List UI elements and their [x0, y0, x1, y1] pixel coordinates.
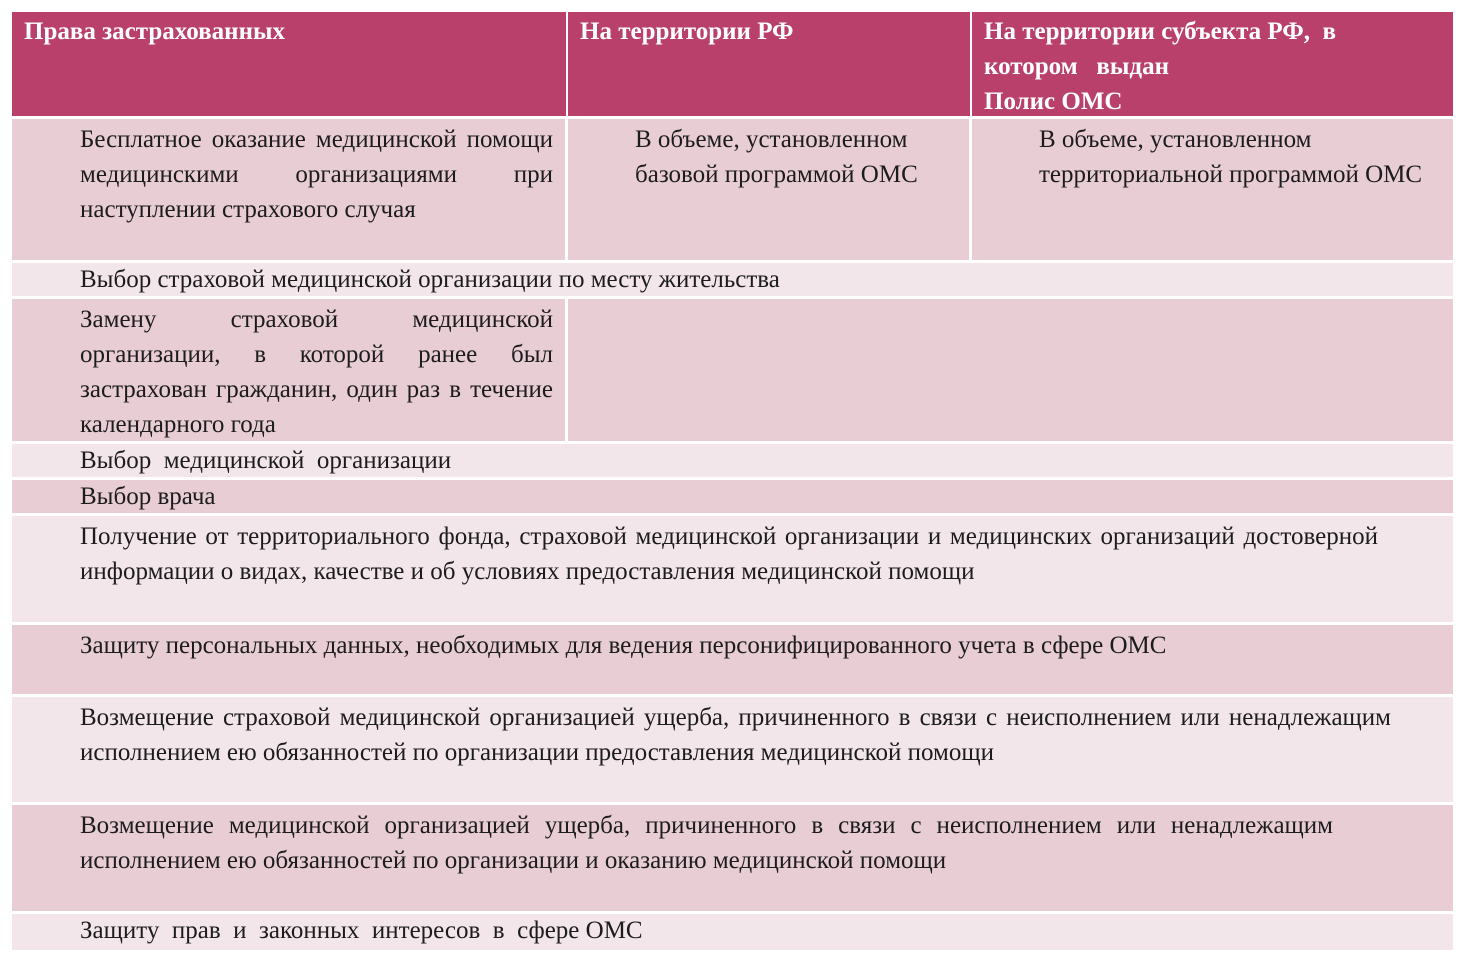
row-choose-clinic: Выбор медицинской организации — [12, 444, 1453, 480]
row-free-care-right: Бесплатное оказание медицинской помощи медицинскими организациями при наступлении страхового случая — [12, 119, 568, 263]
row-choose-doctor: Выбор врача — [12, 480, 1453, 516]
row-get-information: Получение от территориального фонда, страховой медицинской организации и медицинских организаций достоверной информации о видах, качестве и об условиях предоставления медицинской помощи — [12, 516, 1453, 625]
row-clinic-compensation: Возмещение медицинской организацией ущерба, причиненного в связи с неисполнением или ненадлежащим исполнением ею обязанностей по организации и оказанию медицинской помощи — [12, 805, 1453, 914]
header-subject-line-1: На территории субъекта РФ, в — [984, 18, 1336, 45]
row-legal-protection: Защиту прав и законных интересов в сфере ОМС — [12, 914, 1453, 950]
row-change-insurer: Замену страховой медицинской организации, в которой ранее был застрахован гражданин, один раз в течение календарного года — [12, 299, 568, 444]
header-rf-territory: На территории РФ — [568, 12, 972, 119]
row-free-care-rf: В объеме, установленном базовой программой ОМС — [568, 119, 972, 263]
rights-table — [12, 12, 1453, 950]
header-subject-line-2: котором выдан — [984, 53, 1169, 80]
row-data-protection: Защиту персональных данных, необходимых для ведения персонифицированного учета в сфере ОМС — [12, 625, 1453, 697]
header-rights: Права застрахованных — [12, 12, 568, 119]
row-insurer-compensation: Возмещение страховой медицинской организацией ущерба, причиненного в связи с неисполнением или ненадлежащим исполнением ею обязанностей по организации предоставления медицинской помощи — [12, 697, 1453, 805]
row-choose-insurer: Выбор страховой медицинской организации по месту жительства — [12, 263, 1453, 299]
row-change-insurer-empty — [568, 299, 1453, 444]
header-subject-territory — [972, 12, 1453, 119]
row-free-care-subject: В объеме, установленном территориальной программой ОМС — [972, 119, 1453, 263]
header-subject-line-3: Полис ОМС — [984, 88, 1123, 115]
